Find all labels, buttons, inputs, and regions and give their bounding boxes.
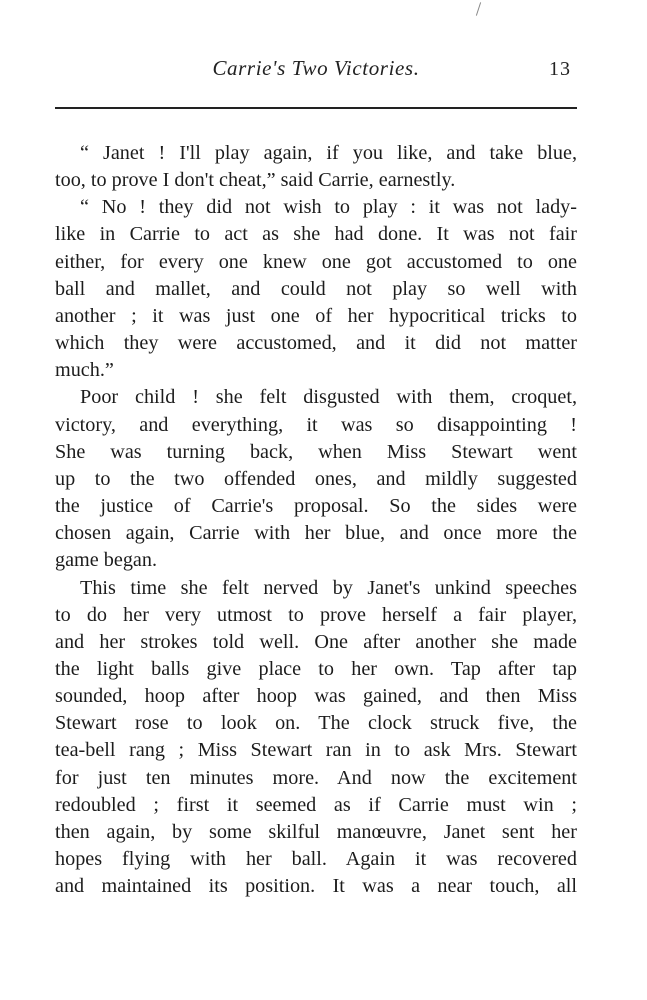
page-header <box>55 56 577 90</box>
body-text <box>55 140 577 900</box>
text-line: like in Carrie to act as she had done. It was not fair <box>55 223 577 246</box>
text-line: chosen again, Carrie with her blue, and once more the <box>55 522 577 545</box>
running-title: Carrie's Two Victories. <box>212 56 420 80</box>
text-line: much.” <box>55 359 114 382</box>
text-line: tea-bell rang ; Miss Stewart ran in to ask Mrs. Stewart <box>55 739 577 762</box>
text-line: This time she felt nerved by Janet's unkind speeches <box>80 576 577 599</box>
text-line: She was turning back, when Miss Stewart went <box>55 440 577 463</box>
paragraph-3 <box>55 384 577 574</box>
text-line: up to the two offended ones, and mildly suggested <box>55 467 577 490</box>
page-number: 13 <box>549 58 571 80</box>
header-rule <box>55 107 577 109</box>
text-line: victory, and everything, it was so disappointing ! <box>55 413 577 436</box>
text-line: hopes flying with her ball. Again it was recovered <box>55 848 577 871</box>
print-speck <box>476 2 481 16</box>
text-line: too, to prove I don't cheat,” said Carrie, earnestly. <box>55 169 456 192</box>
text-line: and her strokes told well. One after another she made <box>55 630 577 653</box>
text-line: for just ten minutes more. And now the excitement <box>55 766 577 789</box>
paragraph-1 <box>55 140 577 194</box>
paragraph-2 <box>55 194 577 384</box>
text-line: Poor child ! she felt disgusted with them, croquet, <box>80 386 577 409</box>
text-line: another ; it was just one of her hypocritical tricks to <box>55 304 577 327</box>
text-line: the light balls give place to her own. Tap after tap <box>55 657 577 680</box>
text-line: game began. <box>55 549 158 572</box>
text-line: and maintained its position. It was a near touch, all <box>55 875 577 898</box>
paragraph-4 <box>55 575 577 901</box>
text-line: either, for every one knew one got accustomed to one <box>55 250 577 273</box>
text-line: sounded, hoop after hoop was gained, and then Miss <box>55 685 577 708</box>
text-line: redoubled ; first it seemed as if Carrie must win ; <box>55 793 577 816</box>
text-line: which they were accustomed, and it did not matter <box>55 332 577 355</box>
text-line: “ Janet ! I'll play again, if you like, and take blue, <box>80 142 577 164</box>
text-line: Stewart rose to look on. The clock struck five, the <box>55 712 577 735</box>
text-line: “ No ! they did not wish to play : it was not lady- <box>80 196 577 219</box>
text-line: ball and mallet, and could not play so well with <box>55 277 577 300</box>
text-line: the justice of Carrie's proposal. So the sides were <box>55 495 577 518</box>
text-line: to do her very utmost to prove herself a fair player, <box>55 603 577 626</box>
text-line: then again, by some skilful manœuvre, Janet sent her <box>55 820 577 843</box>
